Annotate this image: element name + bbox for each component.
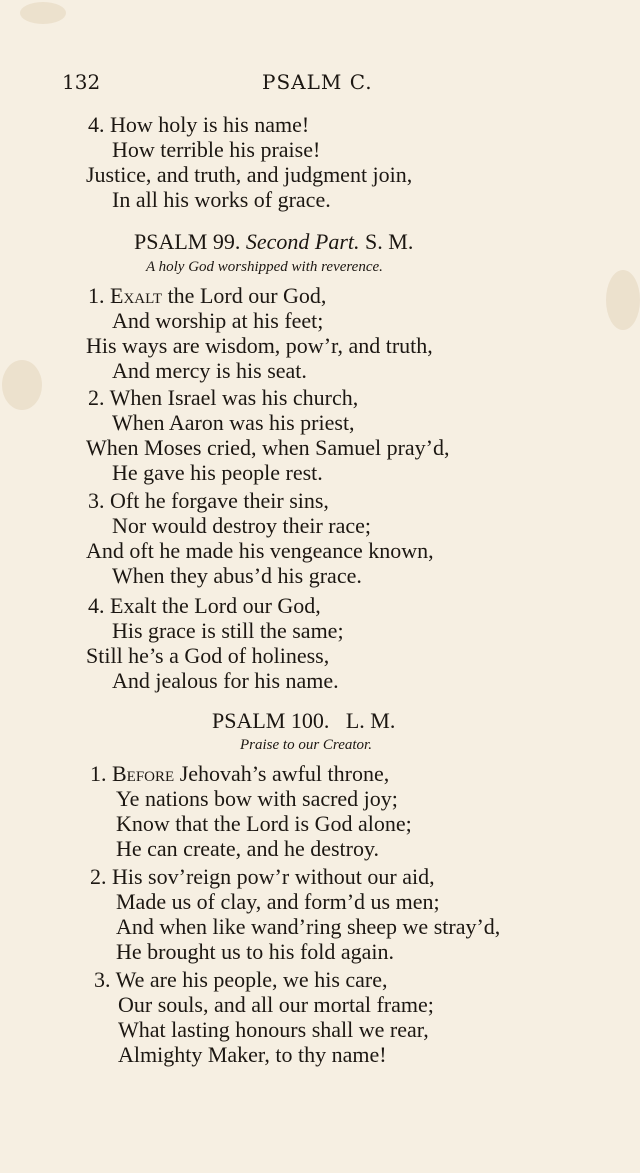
verse-number: 1. bbox=[88, 283, 105, 308]
verse-line: And worship at his feet; bbox=[112, 308, 324, 333]
psalm-subtitle: A holy God worshipped with reverence. bbox=[146, 259, 383, 275]
page-number: 132 bbox=[62, 70, 101, 94]
paper-stain bbox=[606, 270, 640, 330]
verse-line: And when like wand’ring sheep we stray’d, bbox=[116, 914, 501, 939]
verse-line: And oft he made his vengeance known, bbox=[86, 538, 434, 563]
verse-line: His ways are wisdom, pow’r, and truth, bbox=[86, 333, 433, 358]
verse-line: And jealous for his name. bbox=[112, 668, 339, 693]
verse-line: When they abus’d his grace. bbox=[112, 563, 362, 588]
verse-line bbox=[88, 593, 321, 618]
verse-text: Exalt the Lord our God, bbox=[110, 593, 321, 618]
verse-text: We are his people, we his care, bbox=[115, 967, 388, 992]
verse-line: In all his works of grace. bbox=[112, 187, 331, 212]
verse-line: He gave his people rest. bbox=[112, 460, 323, 485]
verse-line: Made us of clay, and form’d us men; bbox=[116, 889, 440, 914]
paper-stain bbox=[20, 2, 66, 24]
paper-stain bbox=[2, 360, 42, 410]
psalm-meter: S. M. bbox=[365, 229, 414, 254]
verse-line: How terrible his praise! bbox=[112, 137, 321, 162]
verse-number: 4. bbox=[88, 593, 105, 618]
verse-line: His grace is still the same; bbox=[112, 618, 344, 643]
verse-line bbox=[90, 761, 389, 786]
verse-line: Almighty Maker, to thy name! bbox=[118, 1042, 387, 1067]
verse-text: How holy is his name! bbox=[110, 112, 310, 137]
verse-line: Nor would destroy their race; bbox=[112, 513, 372, 538]
psalm-number: PSALM 99. bbox=[134, 229, 241, 254]
verse-line bbox=[88, 283, 326, 308]
verse-line: Our souls, and all our mortal frame; bbox=[118, 992, 434, 1017]
verse-number: 3. bbox=[88, 488, 105, 513]
verse-number: 3. bbox=[94, 967, 111, 992]
psalm-subtitle: Praise to our Creator. bbox=[240, 737, 372, 753]
verse-text: Oft he forgave their sins, bbox=[110, 488, 329, 513]
verse-number: 1. bbox=[90, 761, 107, 786]
verse-text: When Israel was his church, bbox=[109, 385, 359, 410]
verse-text: Jehovah’s awful throne, bbox=[174, 761, 390, 786]
psalm-heading bbox=[134, 229, 413, 255]
verse-line: When Moses cried, when Samuel pray’d, bbox=[86, 435, 450, 460]
verse-line: He can create, and he destroy. bbox=[116, 836, 380, 861]
verse-first-word: Before bbox=[112, 761, 175, 786]
verse-line: Know that the Lord is God alone; bbox=[116, 811, 412, 836]
psalm-part: Second Part. bbox=[245, 229, 360, 254]
verse-line: He brought us to his fold again. bbox=[116, 939, 395, 964]
running-title: PSALM C. bbox=[262, 70, 373, 94]
psalm-heading: PSALM 100. L. M. bbox=[212, 708, 396, 733]
verse-line: Still he’s a God of holiness, bbox=[86, 643, 330, 668]
verse-text: His sov’reign pow’r without our aid, bbox=[112, 864, 435, 889]
verse-line: Justice, and truth, and judgment join, bbox=[86, 162, 413, 187]
verse-line: Ye nations bow with sacred joy; bbox=[116, 786, 398, 811]
verse-line bbox=[90, 864, 435, 889]
verse-number: 2. bbox=[88, 385, 105, 410]
page-header bbox=[62, 70, 582, 98]
verse-first-word: Exalt bbox=[110, 283, 163, 308]
verse-line: What lasting honours shall we rear, bbox=[118, 1017, 429, 1042]
verse-line bbox=[94, 967, 388, 992]
verse-text: the Lord our God, bbox=[162, 283, 327, 308]
verse-number: 4. bbox=[88, 112, 105, 137]
verse-number: 2. bbox=[90, 864, 107, 889]
verse-line: When Aaron was his priest, bbox=[112, 410, 355, 435]
verse-line bbox=[88, 112, 309, 137]
verse-line bbox=[88, 488, 329, 513]
verse-line: And mercy is his seat. bbox=[112, 358, 307, 383]
verse-line bbox=[88, 385, 358, 410]
